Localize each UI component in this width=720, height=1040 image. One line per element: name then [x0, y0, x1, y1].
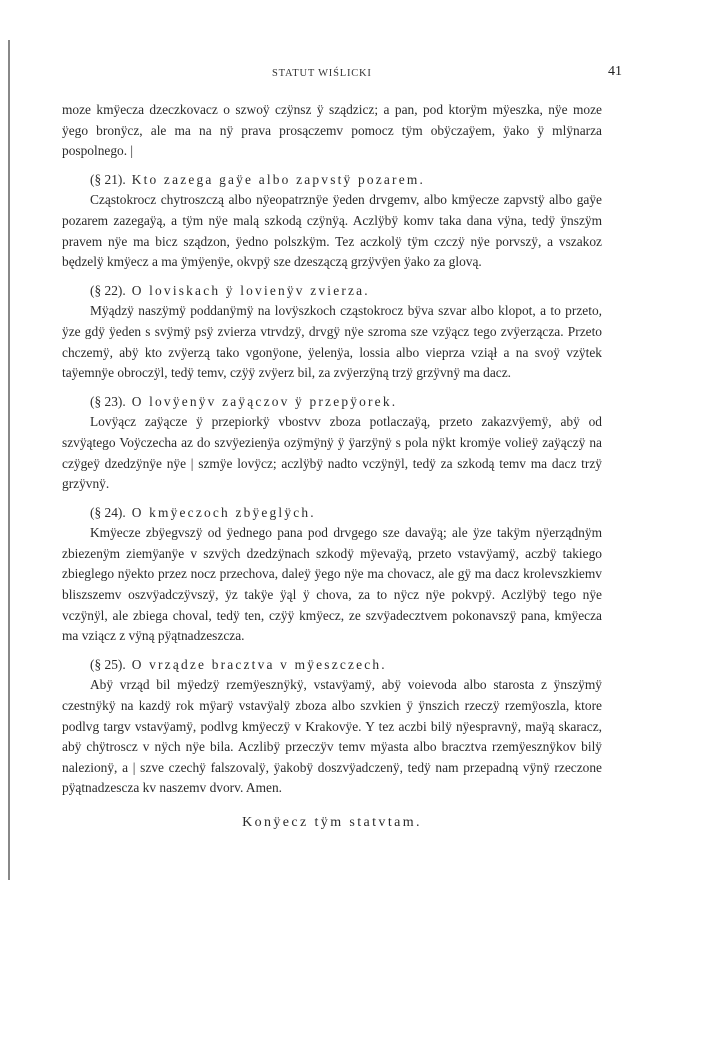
section-title: O kmÿeczoch zbÿeglÿch.: [131, 504, 316, 520]
section-body: Mÿądzÿ naszÿmÿ poddanÿmÿ na lovÿszkoch cząstokrocz bÿva szvar albo klopot, a to przeto, ÿze gdÿ ÿeden s svÿmÿ psÿ zvierza vtrvdzÿ, drvgÿ nÿe szroma sze vzÿącz tego zvÿerzącza. Przeto chczemÿ, abÿ kto zvÿerzą tako vgonÿone, ÿelenÿa, lossia albo vieprza vziął a na svoÿ vzÿtek taÿemnÿe obroczÿl, tedÿ temv, czÿÿ zvÿerz bil, za zvÿerzÿną trzÿ grzÿvnÿ ma dacz.: [62, 303, 602, 381]
body-text: [62, 100, 602, 848]
section-title: O vrządze bracztva v mÿeszczech.: [131, 656, 387, 672]
section-heading: [62, 170, 602, 191]
section-body: Cząstokrocz chytroszczą albo nÿeopatrznÿe ÿeden drvgemv, albo kmÿecze zapvstÿ albo gaÿe pozarem zazegaÿą, a tÿm nÿe malą szkodą czÿnÿą. Aczlÿbÿ komv taka dana vÿna, tedÿ ÿnszÿm pravem nÿe ma bicz sządzon, ÿedno polszkÿm. Tez aczkolÿ tÿm czczÿ nÿe porvszÿ, a vszakoz będzelÿ kmÿecz a ma ÿmÿenÿe, okvpÿ sze dzeszączą grzÿvÿen ÿako za glovą.: [62, 192, 602, 270]
section-number: (§ 21).: [90, 171, 126, 187]
section-body: Kmÿecze zbÿegvszÿ od ÿednego pana pod drvgego sze davaÿą; ale ÿze takÿm nÿerządnÿm zbiezenÿm ziemÿanÿe v szvÿch dzedzÿnach szkodÿ mÿevaÿą, przeto vstavÿamÿ, aczbÿ takiego zbieglego nÿekto przez nocz przechova, daleÿ ÿego nÿe ma chovacz, ale gÿ ma dacz krolevszkiemv bliszszemv oszvÿadczÿvszÿ, ÿz takÿe ÿąl ÿ chova, za to nÿcz nÿe pokvpÿ. Aczlÿbÿ tego nÿe vczÿnÿl, ale zbiega choval, tedÿ ten, czÿÿ kmÿecz, ze szvÿadecztvem pokonavszÿ pana, kmÿecza ma vziącz z vÿną pÿątnadzeszcza.: [62, 525, 602, 644]
section-number: (§ 23).: [90, 393, 126, 409]
page-number: 41: [608, 64, 622, 79]
intro-paragraph: moze kmÿecza dzeczkovacz o szwoÿ czÿnsz ÿ sządzicz; a pan, pod ktorÿm mÿeszka, nÿe moze ÿego bronÿcz, ale ma na nÿ prava prosączemv pomocz tÿm obÿczaÿem, ÿako ÿ mlÿnarza pospolnego. |: [62, 102, 602, 159]
section-title: O loviskach ÿ lovienÿv zvierza.: [131, 282, 370, 298]
section-23: [62, 392, 602, 495]
margin-rule: [8, 40, 10, 880]
section-body: Lovÿącz zaÿącze ÿ przepiorkÿ vbostvv zboza potlaczaÿą, przeto zakazvÿemÿ, abÿ od szvÿątego Voÿczecha az do szvÿezienÿa ozÿmÿnÿ ÿ ÿarzÿnÿ s pola nÿkt kromÿe volieÿ zaÿączÿ na czÿgeÿ dzedzÿnÿe nÿe | szmÿe lovÿcz; aczlÿbÿ nadto vczÿnÿl, tedÿ za szkodą temv ma dacz trzÿ grzÿvnÿ.: [62, 414, 602, 492]
closing-line: Konÿecz tÿm statvtam.: [242, 815, 422, 830]
section-body: Abÿ vrząd bil mÿedzÿ rzemÿesznÿkÿ, vstavÿamÿ, abÿ voievoda albo starosta z ÿnszÿmÿ czestnÿkÿ na kazdÿ rok mÿarÿ vstavÿalÿ zboza albo szvkien ÿ ÿnszich rzeczÿ rzemÿoszla, ktore podlvg targv vstavÿamÿ, podlvg kmÿeczÿ v Krakovÿe. Y tez aczbi bilÿ nÿespravnÿ, maÿą skaracz, abÿ chÿtroscz v nÿch nÿe bila. Aczlibÿ przeczÿv temv mÿasta albo bracztva rzemÿesznÿkov bilÿ nalezionÿ, a | szve czechÿ falszovalÿ, ÿakobÿ doszvÿadczenÿ, tedÿ nam przepadną vÿnÿ rzeczone pÿątnadzescza kv naszemv dvorv. Amen.: [62, 677, 602, 796]
section-number: (§ 25).: [90, 656, 126, 672]
section-heading: [62, 503, 602, 524]
section-title: Kto zazega gaÿe albo zapvstÿ pozarem.: [131, 171, 426, 187]
section-24: [62, 503, 602, 647]
section-25: [62, 655, 602, 799]
section-21: [62, 170, 602, 273]
running-title: STATUT WIŚLICKI: [272, 68, 372, 79]
section-number: (§ 22).: [90, 282, 126, 298]
section-heading: [62, 281, 602, 302]
section-title: O lovÿenÿv zaÿączov ÿ przepÿorek.: [131, 393, 398, 409]
section-heading: [62, 392, 602, 413]
page-header: [62, 64, 622, 84]
section-heading: [62, 655, 602, 676]
section-number: (§ 24).: [90, 504, 126, 520]
section-22: [62, 281, 602, 384]
